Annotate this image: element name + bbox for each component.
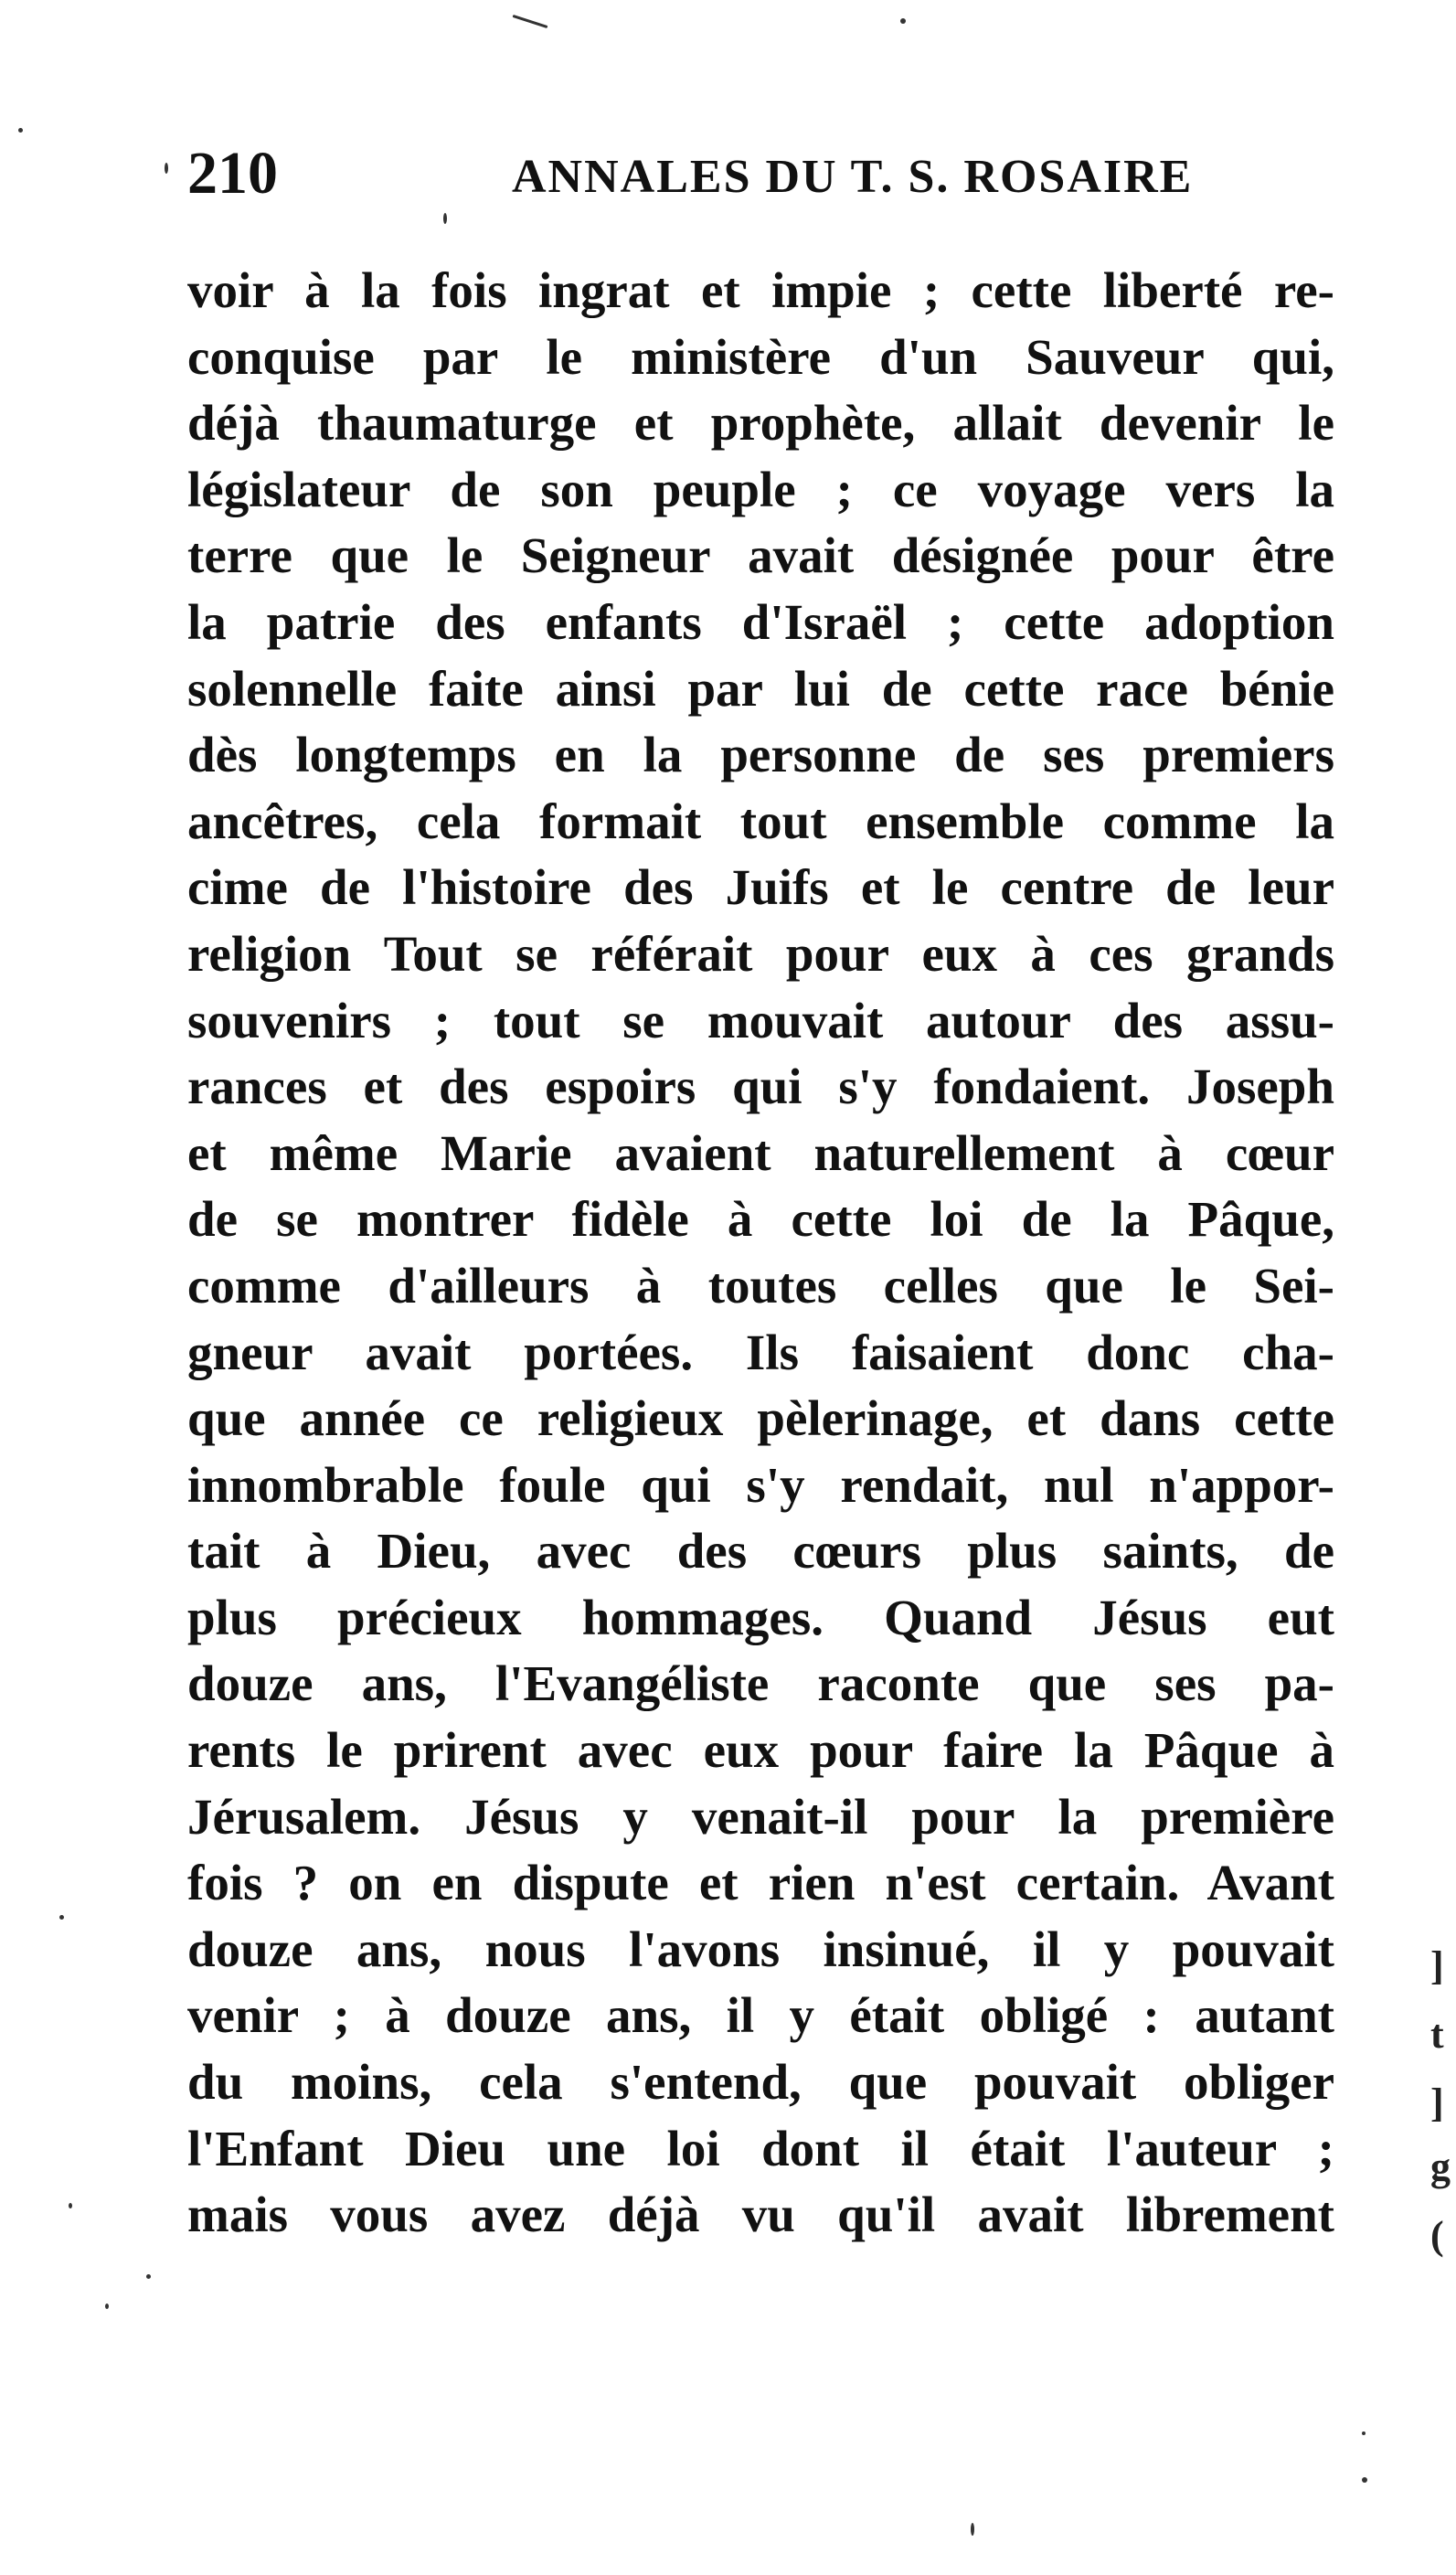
text-line: fois ? on en dispute et rien n'est certain. Avant [187, 1855, 1334, 1911]
scan-speck [146, 2274, 151, 2279]
text-line: ancêtres, cela formait tout ensemble comme la [187, 793, 1334, 849]
text-line: l'Enfant Dieu une loi dont il était l'auteur ; [187, 2120, 1334, 2176]
scan-speck [69, 2203, 72, 2208]
text-line: plus précieux hommages. Quand Jésus eut [187, 1589, 1334, 1645]
text-line: cime de l'histoire des Juifs et le centre de leur [187, 859, 1334, 916]
margin-fragment: ( [1430, 2213, 1444, 2258]
body-text [187, 258, 1334, 2249]
scan-speck [59, 1915, 64, 1920]
text-line: douze ans, nous l'avons insinué, il y pouvait [187, 1921, 1334, 1977]
text-line: et même Marie avaient naturellement à cœur [187, 1124, 1334, 1181]
scan-speck [443, 213, 447, 224]
page-header [187, 137, 1334, 210]
margin-fragment: t [1430, 2012, 1444, 2057]
text-line: venir ; à douze ans, il y était obligé : autant [187, 1987, 1334, 2044]
text-line: comme d'ailleurs à toutes celles que le Sei- [187, 1257, 1334, 1314]
text-line: souvenirs ; tout se mouvait autour des assu- [187, 992, 1334, 1048]
text-line: rents le prirent avec eux pour faire la Pâque à [187, 1722, 1334, 1779]
text-line: la patrie des enfants d'Israël ; cette adoption [187, 593, 1334, 650]
scan-speck [513, 15, 548, 28]
text-line: innombrable foule qui s'y rendait, nul n'appor- [187, 1456, 1334, 1513]
scan-speck [18, 128, 23, 133]
text-line: législateur de son peuple ; ce voyage vers la [187, 461, 1334, 517]
text-line: Jérusalem. Jésus y venait-il pour la première [187, 1788, 1334, 1845]
margin-fragment: ] [1430, 1943, 1444, 1988]
text-line: conquise par le ministère d'un Sauveur qui, [187, 328, 1334, 385]
text-line: mais vous avez déjà vu qu'il avait librement [187, 2187, 1334, 2243]
scan-speck [105, 2304, 109, 2309]
text-line: du moins, cela s'entend, que pouvait obliger [187, 2054, 1334, 2111]
page-number: 210 [187, 140, 278, 207]
text-line: voir à la fois ingrat et impie ; cette liberté re- [187, 262, 1334, 318]
text-line: rances et des espoirs qui s'y fondaient. Joseph [187, 1059, 1334, 1115]
text-line: de se montrer fidèle à cette loi de la Pâque, [187, 1191, 1334, 1248]
running-title: ANNALES DU T. S. ROSAIRE [512, 151, 1194, 203]
text-line: que année ce religieux pèlerinage, et dans cette [187, 1390, 1334, 1447]
text-line: dès longtemps en la personne de ses premiers [187, 727, 1334, 783]
scan-speck [971, 2523, 974, 2536]
text-line: déjà thaumaturge et prophète, allait devenir le [187, 395, 1334, 452]
scan-speck [1362, 2477, 1367, 2483]
text-line: religion Tout se référait pour eux à ces grands [187, 925, 1334, 982]
text-line: terre que le Seigneur avait désignée pour être [187, 527, 1334, 584]
margin-fragment: ] [1430, 2080, 1444, 2125]
text-line: douze ans, l'Evangéliste raconte que ses pa- [187, 1655, 1334, 1712]
scan-speck [165, 163, 168, 174]
margin-fragment: g [1430, 2144, 1451, 2189]
text-line: tait à Dieu, avec des cœurs plus saints, de [187, 1523, 1334, 1580]
text-line: gneur avait portées. Ils faisaient donc cha- [187, 1324, 1334, 1380]
text-line: solennelle faite ainsi par lui de cette race bénie [187, 660, 1334, 717]
scan-speck [1362, 2431, 1366, 2435]
scan-speck [900, 18, 906, 24]
